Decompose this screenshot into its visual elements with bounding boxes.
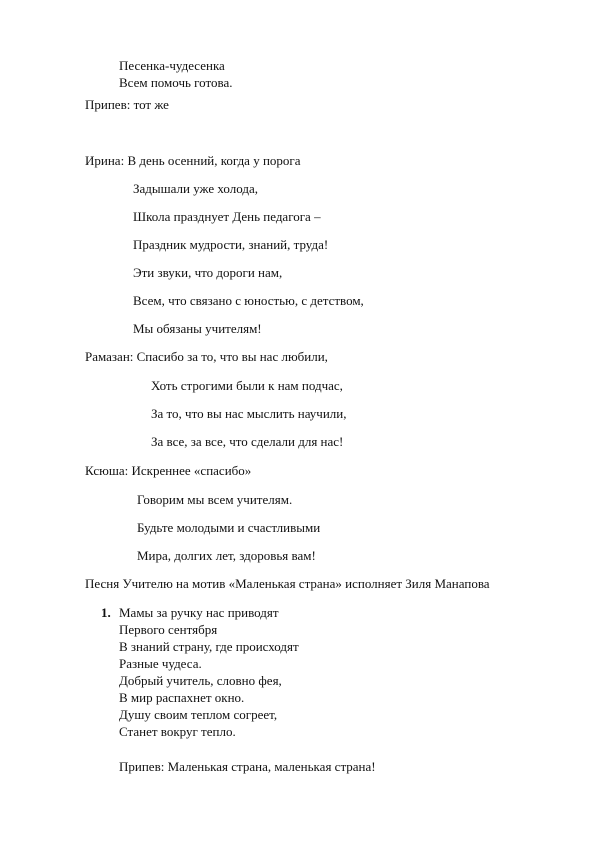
ramazan-line: За все, за все, что сделали для нас! [151,434,344,449]
ramazan-line: За то, что вы нас мыслить научили, [151,406,347,421]
ksyusha-stanza-first-line [85,463,251,479]
ramazan-line: Хоть строгими были к нам подчас, [151,378,343,393]
speaker-ksyusha: Ксюша: [85,463,129,478]
irina-line: Эти звуки, что дороги нам, [133,265,283,280]
verse-line: Всем помочь готова. [119,75,233,90]
irina-line: Школа празднует День педагога – [133,209,321,224]
song-line: Добрый учитель, словно фея, [119,673,282,688]
song-line: В мир распахнет окно. [119,690,245,705]
verse-number: 1. [101,605,111,620]
ksyusha-line: Мира, долгих лет, здоровья вам! [137,548,316,563]
song-line: Душу своим теплом согреет, [119,707,278,722]
chorus-reference: Припев: тот же [85,97,169,112]
song-line: В знаний страну, где происходят [119,639,299,654]
ramazan-stanza-first-line [85,349,328,365]
irina-stanza-first-line [85,153,301,169]
song-line: Мамы за ручку нас приводят [119,605,279,620]
ksyusha-line: Будьте молодыми и счастливыми [137,520,321,535]
ramazan-line: Спасибо за то, что вы нас любили, [136,349,328,364]
irina-line: Задышали уже холода, [133,181,258,196]
irina-line: Всем, что связано с юностью, с детством, [133,293,364,308]
speaker-irina: Ирина: [85,153,125,168]
song-intro: Песня Учителю на мотив «Маленькая страна» исполняет Зиля Манапова [85,576,490,591]
irina-line: В день осенний, когда у порога [127,153,301,168]
song-chorus: Припев: Маленькая страна, маленькая страна! [119,759,376,774]
irina-line: Праздник мудрости, знаний, труда! [133,237,329,252]
irina-line: Мы обязаны учителям! [133,321,262,336]
ksyusha-line: Искреннее «спасибо» [131,463,252,478]
song-line: Станет вокруг тепло. [119,724,236,739]
ksyusha-line: Говорим мы всем учителям. [137,492,293,507]
song-line: Разные чудеса. [119,656,202,671]
speaker-ramazan: Рамазан: [85,349,134,364]
song-line: Первого сентября [119,622,218,637]
verse-line: Песенка-чудесенка [119,58,225,73]
